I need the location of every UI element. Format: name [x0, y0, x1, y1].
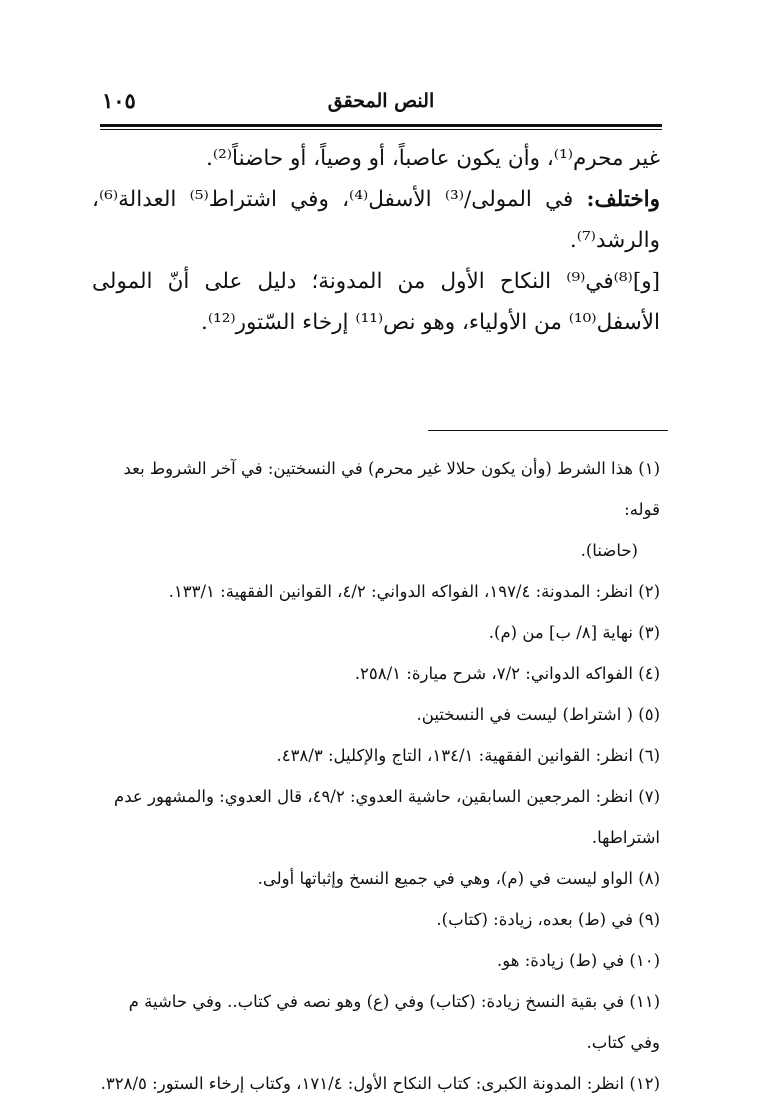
footnote-8: (٨) الواو ليست في (م)، وهي في جميع النسخ وإثباتها أولى. [257, 869, 660, 888]
footnote-2: (٢) انظر: المدونة: ١٩٧/٤، الفواكه الدواني: ٤/٢، القوانين الفقهية: ١٣٣/١. [168, 582, 660, 601]
page-number: ١٠٥ [102, 88, 136, 113]
footnote-11: (١١) في بقية النسخ زيادة: (كتاب) وفي (ع) وهو نصه في كتاب.. وفي حاشية م وفي كتاب. [128, 992, 660, 1052]
header-rule-thin [100, 129, 662, 130]
footnotes [96, 448, 660, 1104]
running-title: النص المحقق [327, 90, 435, 112]
footnote-1 [96, 448, 660, 571]
main-text [92, 138, 660, 343]
footnote-divider [428, 430, 668, 431]
footnote-3: (٣) نهاية [٨/ ب] من (م). [488, 623, 660, 642]
paragraph-2-text: في المولى/⁽³⁾ الأسفل⁽⁴⁾، وفي اشتراط⁽⁵⁾ العدالة⁽⁶⁾، والرشد⁽⁷⁾. [92, 187, 660, 253]
footnote-1-line2: (حاضنا). [580, 541, 638, 560]
paragraph-1: غير محرم⁽¹⁾، وأن يكون عاصباً، أو وصياً، أو حاضناً⁽²⁾. [206, 146, 660, 171]
footnote-6: (٦) انظر: القوانين الفقهية: ١٣٤/١، التاج والإكليل: ٤٣٨/٣. [276, 746, 660, 765]
footnote-1-line1: (١) هذا الشرط (وأن يكون حلالا غير محرم) في النسختين: في آخر الشروط بعد قوله: [123, 459, 660, 519]
header-rule-thick [100, 124, 662, 127]
paragraph-3: [و]⁽⁸⁾في⁽⁹⁾ النكاح الأول من المدونة؛ دليل على أنّ المولى الأسفل⁽¹⁰⁾ من الأولياء، وهو نص⁽¹¹⁾ إرخاء السّتور⁽¹²⁾. [92, 269, 660, 335]
footnote-9: (٩) في (ط) بعده، زيادة: (كتاب). [436, 910, 660, 929]
paragraph-2-label: واختلف: [586, 187, 660, 212]
page-header [100, 84, 662, 124]
footnote-5: (٥) ( اشتراط) ليست في النسختين. [416, 705, 660, 724]
paragraph-2 [92, 179, 660, 261]
footnote-12: (١٢) انظر: المدونة الكبرى: كتاب النكاح الأول: ١٧١/٤، وكتاب إرخاء الستور: ٣٢٨/٥. [100, 1074, 660, 1093]
footnote-4: (٤) الفواكه الدواني: ٧/٢، شرح ميارة: ٢٥٨/١. [354, 664, 660, 683]
footnote-10: (١٠) في (ط) زيادة: هو. [497, 951, 660, 970]
footnote-7: (٧) انظر: المرجعين السابقين، حاشية العدوي: ٤٩/٢، قال العدوي: والمشهور عدم اشتراطها. [114, 787, 660, 847]
